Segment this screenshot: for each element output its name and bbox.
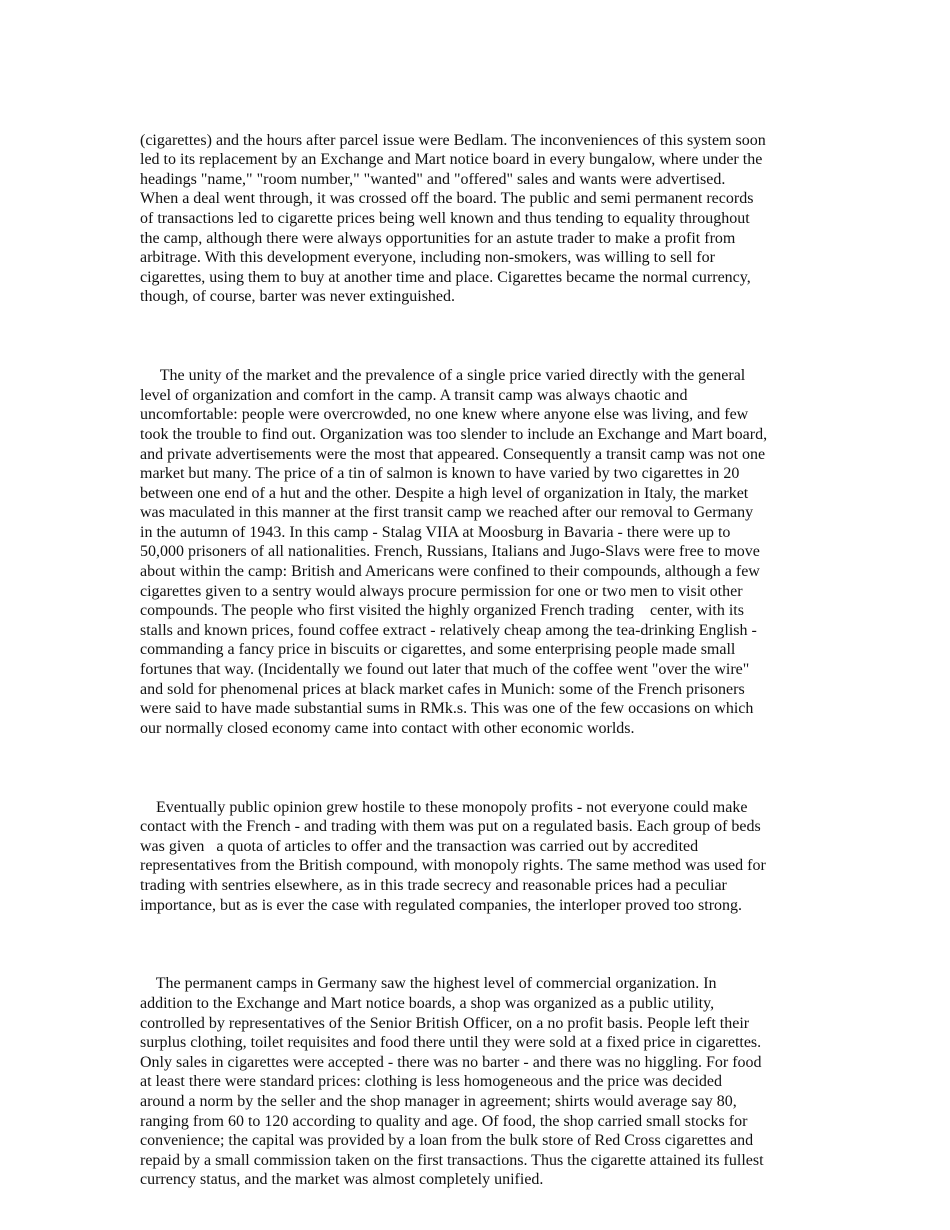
- text-line: surplus clothing, toilet requisites and food there until they were sold at a fixed price in cigarettes.: [140, 1034, 762, 1052]
- text-line: addition to the Exchange and Mart notice boards, a shop was organized as a public utility,: [140, 994, 715, 1012]
- text-line: cigarettes given to a sentry would always procure permission for one or two men to visit other: [140, 582, 743, 600]
- text-line: stalls and known prices, found coffee extract - relatively cheap among the tea-drinking English -: [140, 621, 757, 639]
- text-line: about within the camp: British and Americans were confined to their compounds, although a few: [140, 563, 760, 581]
- paragraph-2: [140, 347, 830, 758]
- text-line: cigarettes, using them to buy at another time and place. Cigarettes became the normal currency,: [140, 268, 751, 286]
- text-line: market but many. The price of a tin of salmon is known to have varied by two cigarettes in 20: [140, 465, 740, 483]
- document-body: [140, 111, 830, 1229]
- text-line: at least there were standard prices: clothing is less homogeneous and the price was decided: [140, 1073, 723, 1091]
- text-line: The unity of the market and the prevalence of a single price varied directly with the general: [140, 367, 746, 385]
- paragraph-4: [140, 955, 830, 1210]
- paragraph-3: [140, 778, 830, 935]
- text-line: compounds. The people who first visited the highly organized French trading center, with its: [140, 602, 744, 620]
- text-line: currency status, and the market was almost completely unified.: [140, 1171, 544, 1189]
- text-line: our normally closed economy came into contact with other economic worlds.: [140, 719, 635, 737]
- text-line: ranging from 60 to 120 according to quality and age. Of food, the shop carried small stocks for: [140, 1112, 748, 1130]
- text-line: were said to have made substantial sums in RMk.s. This was one of the few occasions on which: [140, 700, 754, 718]
- text-line: 50,000 prisoners of all nationalities. French, Russians, Italians and Jugo-Slavs were free to move: [140, 543, 760, 561]
- text-line: level of organization and comfort in the camp. A transit camp was always chaotic and: [140, 386, 688, 404]
- text-line: around a norm by the seller and the shop manager in agreement; shirts would average say 80,: [140, 1092, 737, 1110]
- text-line: controlled by representatives of the Senior British Officer, on a no profit basis. People left their: [140, 1014, 750, 1032]
- text-line: between one end of a hut and the other. Despite a high level of organization in Italy, the market: [140, 484, 749, 502]
- text-line: commanding a fancy price in biscuits or cigarettes, and some enterprising people made small: [140, 641, 736, 659]
- text-line: the camp, although there were always opportunities for an astute trader to make a profit from: [140, 229, 736, 247]
- text-line: Only sales in cigarettes were accepted - there was no barter - and there was no higgling. For food: [140, 1053, 762, 1071]
- text-line: arbitrage. With this development everyone, including non-smokers, was willing to sell for: [140, 249, 715, 267]
- text-line: led to its replacement by an Exchange and Mart notice board in every bungalow, where under the: [140, 151, 763, 169]
- text-line: was given a quota of articles to offer and the transaction was carried out by accredited: [140, 837, 699, 855]
- text-line: contact with the French - and trading with them was put on a regulated basis. Each group of beds: [140, 818, 761, 836]
- text-line: in the autumn of 1943. In this camp - Stalag VIIA at Moosburg in Bavaria - there were up to: [140, 523, 731, 541]
- text-line: fortunes that way. (Incidentally we found out later that much of the coffee went "over the wire": [140, 661, 750, 679]
- text-line: was maculated in this manner at the first transit camp we reached after our removal to Germany: [140, 504, 754, 522]
- text-line: trading with sentries elsewhere, as in this trade secrecy and reasonable prices had a peculiar: [140, 876, 727, 894]
- text-line: took the trouble to find out. Organization was too slender to include an Exchange and Mart board,: [140, 425, 768, 443]
- text-line: repaid by a small commission taken on the first transactions. Thus the cigarette attained its fullest: [140, 1151, 764, 1169]
- text-line: uncomfortable: people were overcrowded, no one knew where anyone else was living, and few: [140, 406, 749, 424]
- text-line: convenience; the capital was provided by a loan from the bulk store of Red Cross cigarettes and: [140, 1132, 754, 1150]
- text-line: representatives from the British compound, with monopoly rights. The same method was used for: [140, 857, 766, 875]
- text-line: Eventually public opinion grew hostile to these monopoly profits - not everyone could make: [140, 798, 748, 816]
- text-line: The permanent camps in Germany saw the highest level of commercial organization. In: [140, 975, 717, 993]
- text-line: (cigarettes) and the hours after parcel issue were Bedlam. The inconveniences of this system soon: [140, 131, 766, 149]
- text-line: though, of course, barter was never extinguished.: [140, 288, 456, 306]
- text-line: of transactions led to cigarette prices being well known and thus tending to equality throughout: [140, 209, 750, 227]
- text-line: importance, but as is ever the case with regulated companies, the interloper proved too strong.: [140, 896, 743, 914]
- text-line: headings "name," "room number," "wanted" and "offered" sales and wants were advertised.: [140, 170, 726, 188]
- text-line: When a deal went through, it was crossed off the board. The public and semi permanent records: [140, 190, 754, 208]
- text-line: and sold for phenomenal prices at black market cafes in Munich: some of the French prisoners: [140, 680, 745, 698]
- text-line: and private advertisements were the most that appeared. Consequently a transit camp was not one: [140, 445, 766, 463]
- paragraph-1: [140, 111, 830, 327]
